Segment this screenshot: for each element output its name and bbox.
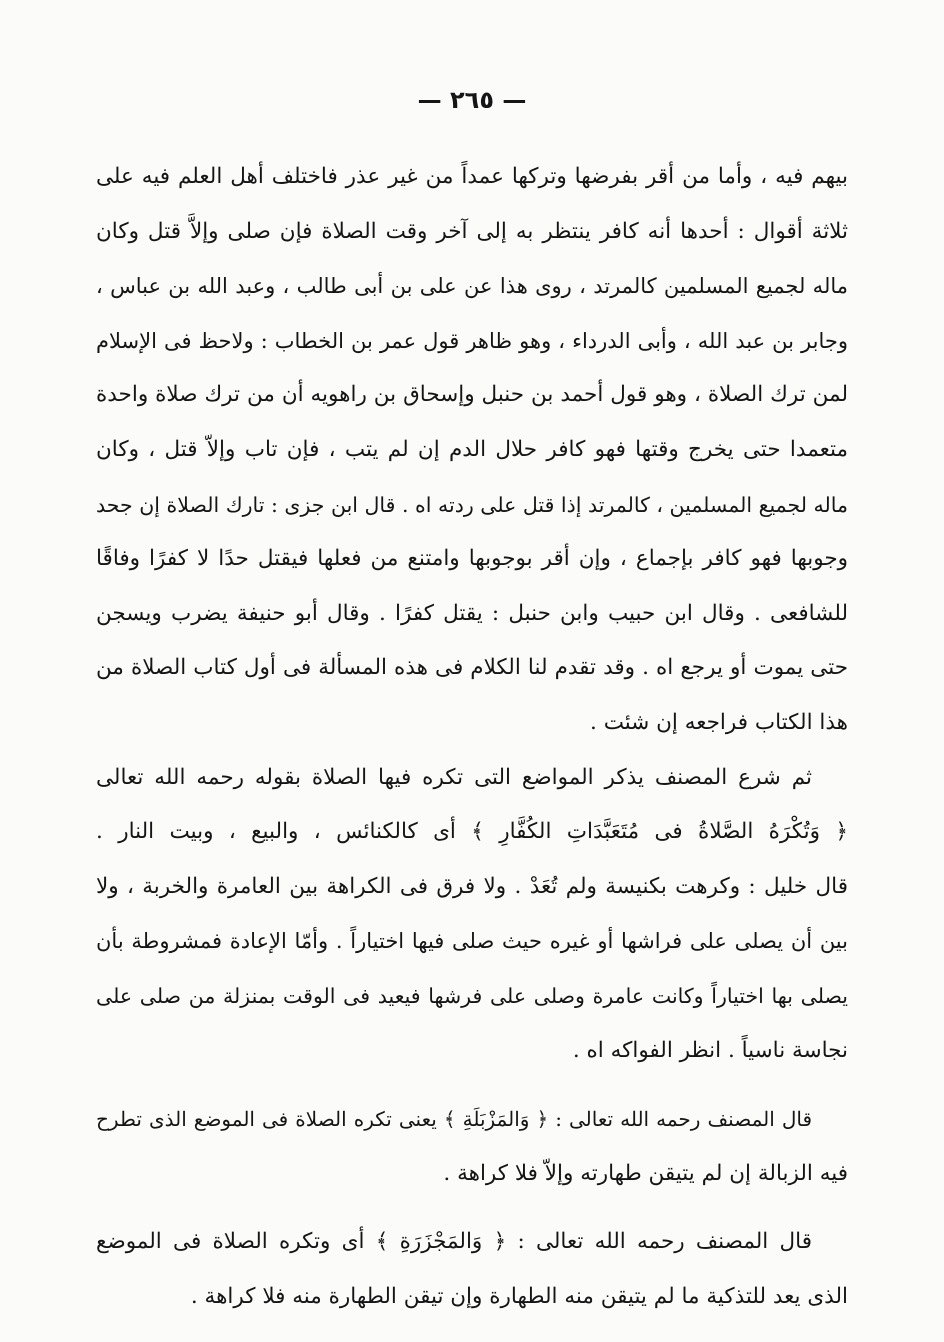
text-line: قال خليل : وكرهت بكنيسة ولم تُعَدْ . ولا فرق فى الكراهة بين العامرة والخربة ، ولا — [96, 873, 848, 899]
text-line: متعمدا حتى يخرج وقتها فهو كافر حلال الدم إن لم يتب ، فإن تاب وإلاّ قتل ، وكان — [96, 436, 848, 462]
text-line: بيهم فيه ، وأما من أقر بفرضها وتركها عمداً من غير عذر فاختلف أهل العلم فيه على — [96, 164, 848, 189]
text-line: ماله لجميع المسلمين ، كالمرتد إذا قتل على ردته اه . قال ابن جزى : تارك الصلاة إن جحد — [96, 492, 848, 517]
text-line: وجوبها فهو كافر بإجماع ، وإن أقر بوجوبها وامتنع من فعلها فيقتل حدًا لا كفرًا وفاقًا — [96, 546, 848, 572]
text-line: للشافعى . وقال ابن حبيب وابن حنبل : يقتل كفرًا . وقال أبو حنيفة يضرب ويسجن — [96, 600, 848, 626]
text-line: وجابر بن عبد الله ، وأبى الدرداء ، وهو ظاهر قول عمر بن الخطاب : ولاحظ فى الإسلام — [96, 328, 848, 353]
text-line: يصلى بها اختياراً وكانت عامرة وصلى على فرشها فيعيد فى الوقت بمنزلة من صلى على — [96, 983, 848, 1008]
text-line: بين أن يصلى على فراشها أو غيره حيث صلى فيها اختياراً . وأمّا الإعادة فمشروطة بأن — [96, 929, 848, 954]
body-text — [96, 150, 848, 1324]
page-number: — ٢٦٥ — — [417, 86, 527, 114]
text-line: ماله لجميع المسلمين كالمرتد ، روى هذا عن على بن أبى طالب ، وعبد الله بن عباس ، — [96, 274, 848, 299]
text-line: الذى يعد للتذكية ما لم يتيقن منه الطهارة وإن تيقن الطهارة منه فلا كراهة . — [190, 1283, 848, 1309]
text-line: حتى يموت أو يرجع اه . وقد تقدم لنا الكلام فى هذه المسألة فى أول كتاب الصلاة من — [96, 655, 848, 681]
text-line: هذا الكتاب فراجعه إن شئت . — [590, 709, 848, 735]
text-line: ثلاثة أقوال : أحدها أنه كافر ينتظر به إلى آخر وقت الصلاة فإن صلى وإلاَّ قتل وكان — [96, 218, 848, 244]
text-line: ﴿ وَتُكْرَهُ الصَّلاةُ فى مُتَعَبَّدَاتِ الكُفَّارِ ﴾ أى كالكنائس ، والبيع ، وبيت النار . — [96, 819, 848, 845]
text-line: قال المصنف رحمه الله تعالى : ﴿ وَالمَجْزَرَةِ ﴾ أى وتكره الصلاة فى الموضع — [96, 1229, 812, 1255]
text-line: ثم شرع المصنف يذكر المواضع التى تكره فيها الصلاة بقوله رحمه الله تعالى — [96, 764, 812, 790]
text-line: نجاسة ناسياً . انظر الفواكه اه . — [572, 1037, 848, 1063]
text-line: لمن ترك الصلاة ، وهو قول أحمد بن حنبل وإسحاق بن راهويه أن من ترك صلاة واحدة — [96, 382, 848, 408]
text-line: فيه الزبالة إن لم يتيقن طهارته وإلاّ فلا كراهة . — [443, 1160, 848, 1186]
text-line: قال المصنف رحمه الله تعالى : ﴿ وَالمَزْبَلَةِ ﴾ يعنى تكره الصلاة فى الموضع الذى تطرح — [96, 1107, 813, 1132]
